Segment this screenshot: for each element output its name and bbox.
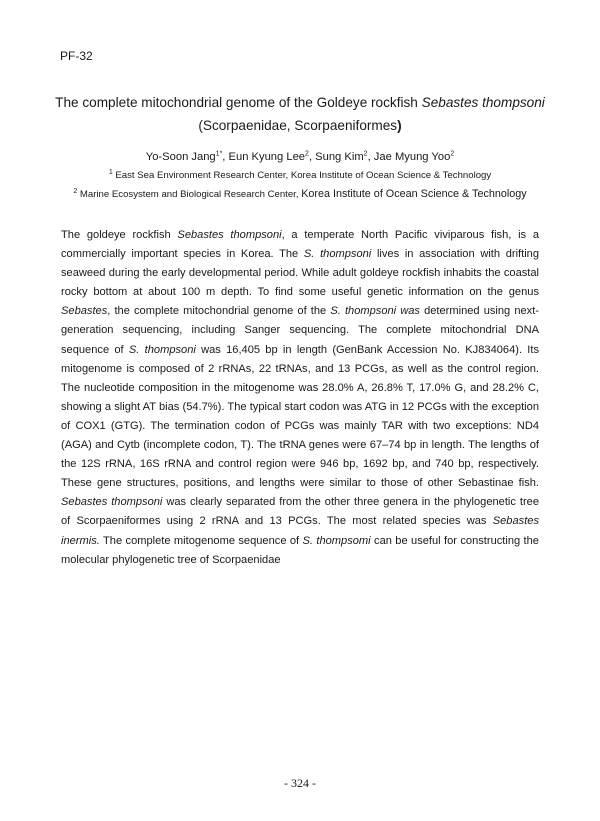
title-taxonomy: (Scorpaenidae, Scorpaeniformes (198, 118, 398, 133)
abstract-segment-italic: Sebastes (61, 305, 108, 318)
abstract-segment: , the complete mitochondrial genome of the (107, 305, 331, 318)
abstract-segment-italic: S. thompsoni (303, 248, 372, 261)
abstract (61, 226, 539, 570)
title-line-2 (40, 114, 560, 137)
author-list (40, 149, 560, 165)
poster-code: PF-32 (60, 49, 93, 63)
abstract-segment-italic: Sebastes thompsoni (61, 496, 163, 509)
abstract-segment: was 16,405 bp in length (GenBank Accession No. KJ834064). Its mitogenome is composed of 2 rRNAs, 22 tRNAs, and 13 PCGs, as well as the control region. The nucleotide composition in the mitogenome was 28.0% A, 26.8% T, 17.0% G, and 28.2% C, showing a slight AT bias (54.7%). The typical start codon was ATG in 12 PCGs with the exception of COX1 (GTG). The termination codon of PCGs was mainly TAR with two exceptions: ND4 (AGA) and Cytb (incomplete codon, T). The tRNA genes were 67–74 bp in length. The lengths of the 12S rRNA, 16S rRNA and control region were 946 bp, 1692 bp, and 740 bp, respectively. These gene structures, positions, and lengths were similar to those of other Sebastinae fish. (61, 343, 540, 490)
abstract-segment-italic: S. thompsomi (302, 534, 371, 547)
author-2: Eun Kyung Lee$^2$, (228, 150, 316, 163)
abstract-paragraph (61, 226, 539, 570)
author-4: Jae Myung Yoo$^2$ (373, 150, 455, 163)
affiliation-1: $^1$ East Sea Environment Research Center, Korea Institute of Ocean Science & Technology (108, 168, 492, 181)
paper-title (40, 91, 560, 137)
abstract-segment: The goldeye rockfish (61, 229, 178, 241)
affiliation-2: $^2$ Marine Ecosystem and Biological Research Center, Korea Institute of Ocean Science & Technology (73, 187, 527, 200)
author-1: Yo-Soon Jang$^{1*}$, (145, 150, 229, 163)
abstract-segment-italic: Sebastes inermis. (61, 515, 539, 547)
abstract-segment: The complete mitogenome sequence of (99, 534, 303, 547)
title-species: Sebastes thompsoni (421, 95, 545, 110)
author-3: Sung Kim$^2$, (315, 150, 374, 163)
title-text: The complete mitochondrial genome of the Goldeye rockfish (55, 95, 422, 110)
title-close-paren: ) (397, 118, 402, 133)
abstract-segment: determined using next-generation sequencing, including Sanger sequencing. The complete mitochondrial DNA sequence of (61, 305, 539, 356)
abstract-segment: , a temperate North Pacific viviparous fish, is a commercially important species in Korea. The (61, 229, 539, 261)
page-number: - 324 - (284, 776, 316, 790)
abstract-segment-italic: S. thompsoni (128, 343, 196, 356)
title-line-1 (40, 91, 560, 114)
abstract-segment: can be useful for constructing the molecular phylogenetic tree of Scorpaenidae (61, 534, 539, 566)
abstract-segment: lives in association with drifting seaweed during the early developmental period. While adult goldeye rockfish inhabits the coastal rocky bottom at about 100 m depth. To find some useful genetic information on the genus (61, 248, 540, 299)
abstract-segment-italic: S. thompsoni was (330, 305, 420, 318)
abstract-segment: was clearly separated from the other three genera in the phylogenetic tree of Scorpaeniformes using 2 rRNA and 13 PCGs. The most related species was (61, 496, 539, 528)
abstract-segment-italic: Sebastes thompsoni (177, 229, 282, 241)
